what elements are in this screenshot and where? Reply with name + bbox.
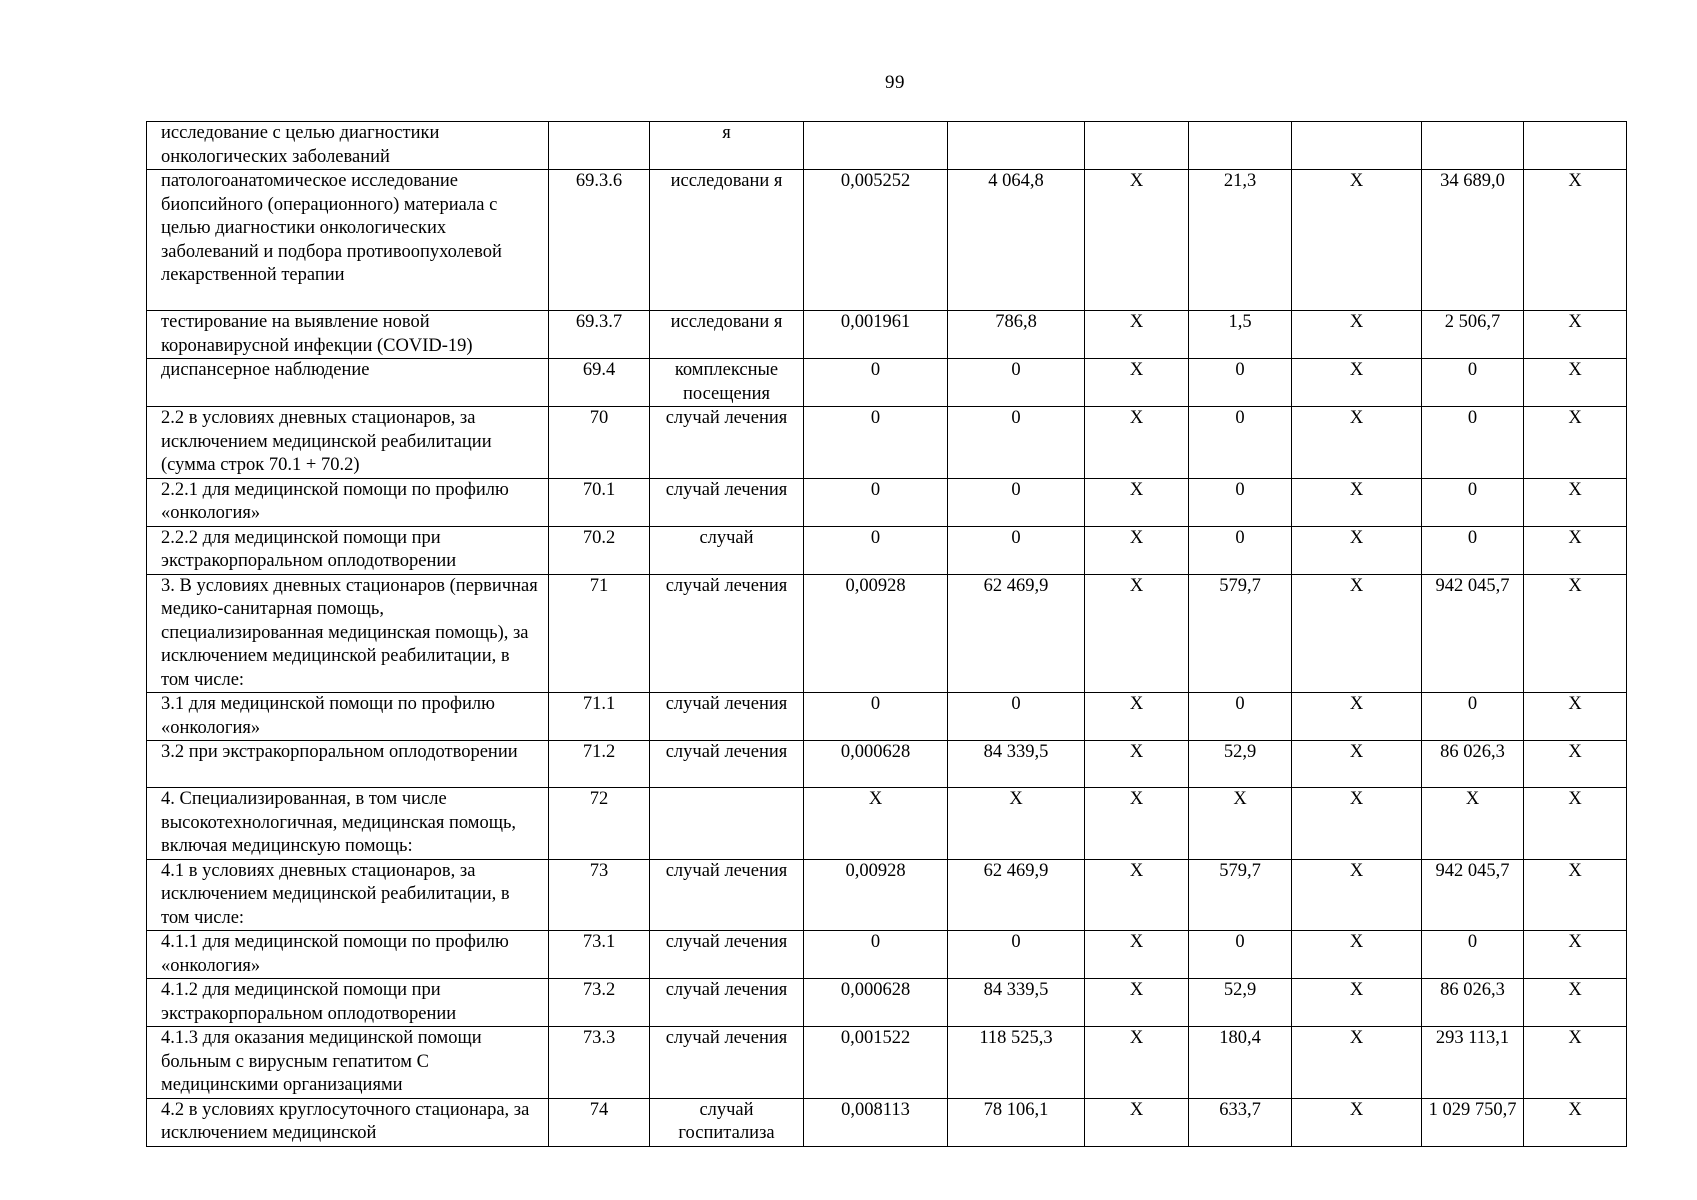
table-cell: X (1524, 526, 1627, 574)
row-label-cell: 3. В условиях дневных стационаров (первичная медико-санитарная помощь, специализированная медицинская помощь), за исключением медицинской реабилитации, в том числе: (147, 574, 549, 693)
table-cell: 942 045,7 (1422, 574, 1524, 693)
table-cell: 0 (948, 359, 1085, 407)
table-cell: X (1524, 311, 1627, 359)
table-cell: 71 (549, 574, 650, 693)
table-cell: X (1292, 788, 1422, 860)
table-cell: X (1292, 979, 1422, 1027)
table-cell: 73.2 (549, 979, 650, 1027)
table-cell: 118 525,3 (948, 1027, 1085, 1099)
table-cell (1189, 122, 1292, 170)
table-cell: X (1189, 788, 1292, 860)
table-cell: исследовани я (650, 170, 804, 311)
table-cell: 0 (1189, 526, 1292, 574)
table-cell: X (1292, 859, 1422, 931)
row-label-cell: 4. Специализированная, в том числе высокотехнологичная, медицинская помощь, включая медицинскую помощь: (147, 788, 549, 860)
table-cell: случай лечения (650, 931, 804, 979)
table-cell: 0,001522 (804, 1027, 948, 1099)
table-cell: 71.1 (549, 693, 650, 741)
row-label-cell: 2.2.2 для медицинской помощи при экстракорпоральном оплодотворении (147, 526, 549, 574)
table-cell: X (1292, 693, 1422, 741)
table-cell: случай (650, 526, 804, 574)
table-cell: X (1524, 359, 1627, 407)
table-cell: 0 (1422, 526, 1524, 574)
row-label-cell: тестирование на выявление новой коронавирусной инфекции (COVID-19) (147, 311, 549, 359)
table-cell: случай лечения (650, 478, 804, 526)
table-cell: X (1085, 931, 1189, 979)
table-row (147, 741, 1627, 788)
table-cell: X (1292, 931, 1422, 979)
table-cell: X (1524, 407, 1627, 479)
table-cell: 70 (549, 407, 650, 479)
table-cell: случай лечения (650, 1027, 804, 1099)
table-cell (1422, 122, 1524, 170)
table-cell: 1 029 750,7 (1422, 1098, 1524, 1146)
row-label-cell: 3.2 при экстракорпоральном оплодотворении (147, 741, 549, 788)
row-label-cell: 2.2 в условиях дневных стационаров, за исключением медицинской реабилитации (сумма строк 70.1 + 70.2) (147, 407, 549, 479)
table-cell (804, 122, 948, 170)
table-cell: 52,9 (1189, 979, 1292, 1027)
table-cell: X (1524, 859, 1627, 931)
table-cell: 4 064,8 (948, 170, 1085, 311)
table-cell: 0 (1422, 693, 1524, 741)
table-cell: X (1292, 526, 1422, 574)
table-cell: случай госпитализа (650, 1098, 804, 1146)
table-cell: 0 (804, 693, 948, 741)
table-cell: 0 (804, 931, 948, 979)
row-label-cell: патологоанатомическое исследование биопсийного (операционного) материала с целью диагностики онкологических заболеваний и подбора противоопухолевой лекарственной терапии (147, 170, 549, 311)
table-cell: X (1085, 741, 1189, 788)
row-label-cell: 4.1 в условиях дневных стационаров, за исключением медицинской реабилитации, в том числе: (147, 859, 549, 931)
table-cell: 293 113,1 (1422, 1027, 1524, 1099)
table-cell: X (948, 788, 1085, 860)
table-row (147, 359, 1627, 407)
table-cell: X (1085, 478, 1189, 526)
table-cell: 69.3.6 (549, 170, 650, 311)
table-cell: 86 026,3 (1422, 979, 1524, 1027)
table-cell: случай лечения (650, 859, 804, 931)
table-cell: 633,7 (1189, 1098, 1292, 1146)
table-cell: 34 689,0 (1422, 170, 1524, 311)
table-cell: 0 (948, 931, 1085, 979)
table-cell: X (1085, 311, 1189, 359)
table-row (147, 122, 1627, 170)
row-label-cell: диспансерное наблюдение (147, 359, 549, 407)
table-cell: 0 (1189, 931, 1292, 979)
table-cell: 0 (804, 359, 948, 407)
table-cell: X (1085, 859, 1189, 931)
table-cell: X (1085, 526, 1189, 574)
table-cell: 78 106,1 (948, 1098, 1085, 1146)
table-row (147, 478, 1627, 526)
table-cell: 86 026,3 (1422, 741, 1524, 788)
table-cell: случай лечения (650, 693, 804, 741)
table-cell: случай лечения (650, 741, 804, 788)
table-cell: 0 (804, 478, 948, 526)
table-cell: 69.4 (549, 359, 650, 407)
table-cell: X (1085, 1027, 1189, 1099)
table-cell: X (1292, 1098, 1422, 1146)
table-row (147, 931, 1627, 979)
table-cell: X (1085, 574, 1189, 693)
row-label-cell: 4.1.2 для медицинской помощи при экстракорпоральном оплодотворении (147, 979, 549, 1027)
table-cell: 70.2 (549, 526, 650, 574)
table-cell: X (1524, 478, 1627, 526)
table-cell: X (1524, 693, 1627, 741)
table-cell: 69.3.7 (549, 311, 650, 359)
table-cell: 786,8 (948, 311, 1085, 359)
table-cell: 0 (804, 407, 948, 479)
row-label-cell: 4.1.1 для медицинской помощи по профилю «онкология» (147, 931, 549, 979)
table-cell: 0,00928 (804, 859, 948, 931)
table-cell: 0,001961 (804, 311, 948, 359)
table-cell: X (1524, 788, 1627, 860)
table-row (147, 1098, 1627, 1146)
table-cell: случай лечения (650, 979, 804, 1027)
table-cell (1085, 122, 1189, 170)
table-cell: 579,7 (1189, 574, 1292, 693)
page-number: 99 (885, 72, 905, 93)
table-cell: 0 (1422, 359, 1524, 407)
table-cell (650, 788, 804, 860)
table-cell (1292, 122, 1422, 170)
table-cell: 180,4 (1189, 1027, 1292, 1099)
table-cell: 0,000628 (804, 979, 948, 1027)
row-label-cell: 3.1 для медицинской помощи по профилю «онкология» (147, 693, 549, 741)
table-cell: 2 506,7 (1422, 311, 1524, 359)
table-cell: X (1292, 407, 1422, 479)
table-cell: 0,000628 (804, 741, 948, 788)
row-label-cell: 4.2 в условиях круглосуточного стационара, за исключением медицинской (147, 1098, 549, 1146)
table-cell: 0 (1189, 693, 1292, 741)
table-cell: 73.3 (549, 1027, 650, 1099)
table-cell: 21,3 (1189, 170, 1292, 311)
table-cell: 0 (948, 693, 1085, 741)
table-cell: X (804, 788, 948, 860)
table-cell: 70.1 (549, 478, 650, 526)
table-cell: 72 (549, 788, 650, 860)
table-cell: X (1085, 170, 1189, 311)
table-cell: X (1292, 574, 1422, 693)
table-row (147, 693, 1627, 741)
table-cell: X (1085, 979, 1189, 1027)
table-cell: X (1292, 311, 1422, 359)
table-row (147, 170, 1627, 311)
table-cell: 84 339,5 (948, 979, 1085, 1027)
table-cell: 74 (549, 1098, 650, 1146)
table-row (147, 407, 1627, 479)
table-cell: 0,00928 (804, 574, 948, 693)
table-cell: комплексные посещения (650, 359, 804, 407)
table-cell: X (1524, 979, 1627, 1027)
table-cell: 579,7 (1189, 859, 1292, 931)
table-cell: 0 (948, 407, 1085, 479)
table-cell: 0 (1189, 407, 1292, 479)
table-row (147, 526, 1627, 574)
table-cell: 0 (948, 526, 1085, 574)
table-cell: X (1085, 1098, 1189, 1146)
table-cell: случай лечения (650, 407, 804, 479)
table-cell: 62 469,9 (948, 574, 1085, 693)
table-cell: 73.1 (549, 931, 650, 979)
table-row (147, 788, 1627, 860)
table-row (147, 574, 1627, 693)
table-cell: 84 339,5 (948, 741, 1085, 788)
table-cell: 73 (549, 859, 650, 931)
table-cell: я (650, 122, 804, 170)
table-cell (549, 122, 650, 170)
row-label-cell: исследование с целью диагностики онкологических заболеваний (147, 122, 549, 170)
table-cell: 0 (1422, 478, 1524, 526)
table-cell: X (1292, 170, 1422, 311)
table-cell: X (1085, 693, 1189, 741)
table-cell: X (1524, 1027, 1627, 1099)
table-cell: 0 (1422, 931, 1524, 979)
table-cell: 62 469,9 (948, 859, 1085, 931)
table-cell: X (1422, 788, 1524, 860)
table-cell: X (1292, 1027, 1422, 1099)
table-cell: 0 (804, 526, 948, 574)
table-cell: X (1085, 359, 1189, 407)
table-cell: 52,9 (1189, 741, 1292, 788)
row-label-cell: 2.2.1 для медицинской помощи по профилю «онкология» (147, 478, 549, 526)
table-cell: X (1524, 741, 1627, 788)
table-cell: исследовани я (650, 311, 804, 359)
table-cell: X (1524, 931, 1627, 979)
table-cell: X (1292, 359, 1422, 407)
table-cell: 0 (1189, 359, 1292, 407)
table-row (147, 311, 1627, 359)
table-row (147, 979, 1627, 1027)
table-cell: 0,005252 (804, 170, 948, 311)
table-cell: X (1524, 1098, 1627, 1146)
row-label-cell: 4.1.3 для оказания медицинской помощи больным с вирусным гепатитом С медицинскими организациями (147, 1027, 549, 1099)
table-cell: X (1085, 788, 1189, 860)
table-cell (948, 122, 1085, 170)
data-table (146, 121, 1627, 1147)
table-cell: X (1292, 478, 1422, 526)
table-cell: 1,5 (1189, 311, 1292, 359)
table-cell: 0 (948, 478, 1085, 526)
table-cell: 0 (1189, 478, 1292, 526)
table-row (147, 859, 1627, 931)
table-cell: 942 045,7 (1422, 859, 1524, 931)
table-cell: 0 (1422, 407, 1524, 479)
table-row (147, 1027, 1627, 1099)
table-cell: X (1524, 170, 1627, 311)
table-cell: 71.2 (549, 741, 650, 788)
table-cell: 0,008113 (804, 1098, 948, 1146)
table-cell (1524, 122, 1627, 170)
table-cell: X (1524, 574, 1627, 693)
table-cell: X (1085, 407, 1189, 479)
table-cell: случай лечения (650, 574, 804, 693)
table-cell: X (1292, 741, 1422, 788)
